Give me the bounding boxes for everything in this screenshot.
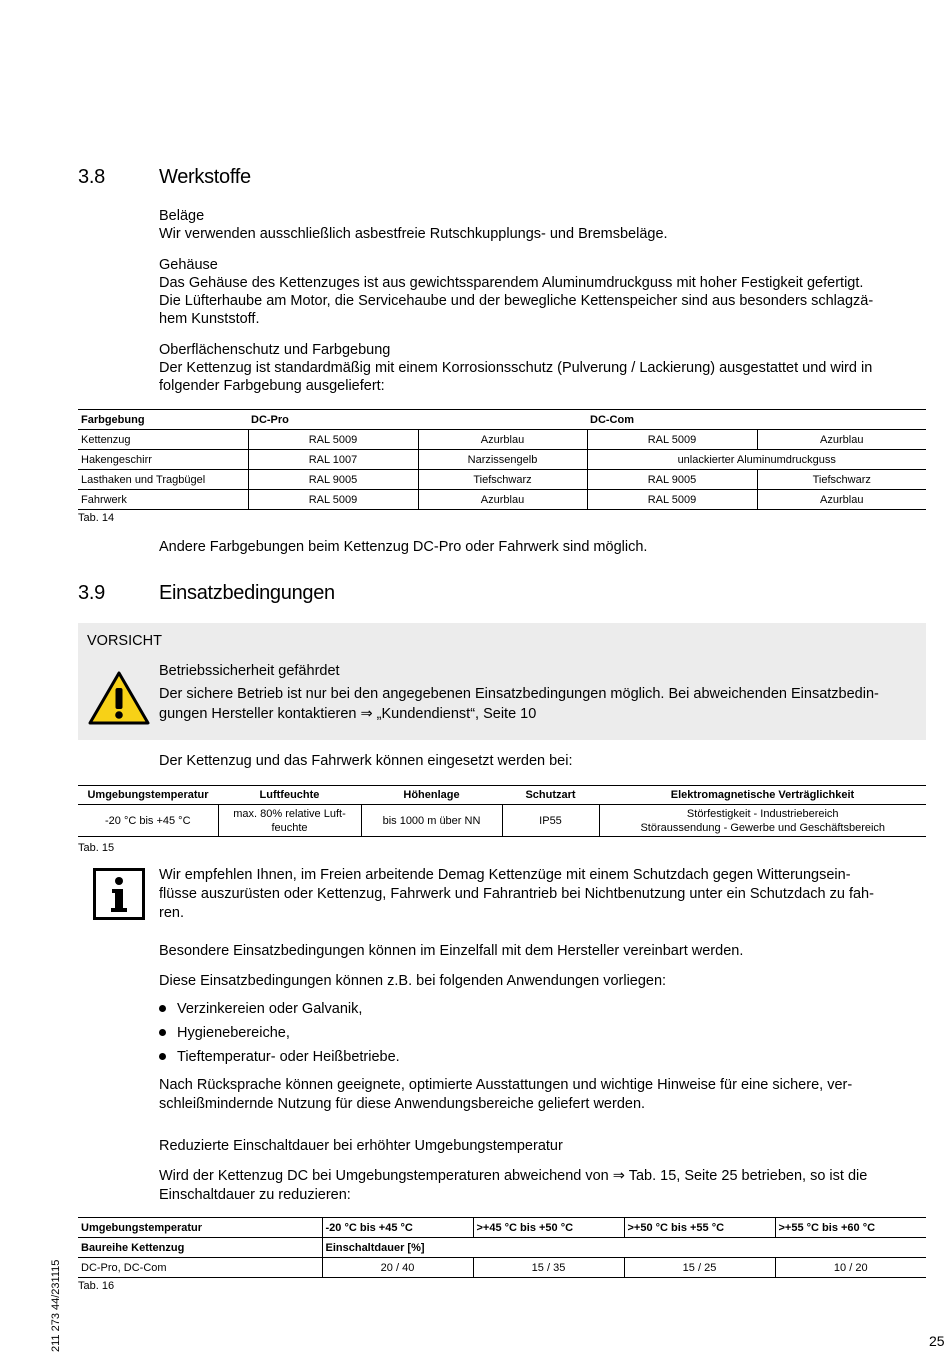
section-number: 3.9: [78, 582, 105, 604]
gehaeuse-line: Das Gehäuse des Kettenzuges ist aus gewichtssparendem Aluminumdruckguss mit hoher Festigkeit gefertigt.: [159, 275, 864, 291]
table-header-cell: >+45 °C bis +50 °C: [473, 1218, 624, 1238]
applications-list: [159, 997, 400, 1069]
warning-heading: Betriebssicherheit gefährdet: [159, 663, 340, 679]
gehaeuse-heading: Gehäuse: [159, 257, 218, 273]
info-line: ren.: [159, 905, 184, 921]
table-cell: Azurblau: [757, 430, 926, 450]
table-header-cell: Elektromagnetische Verträglichkeit: [599, 786, 926, 805]
table-cell: RAL 9005: [248, 470, 418, 490]
reduced-heading: Reduzierte Einschaltdauer bei erhöhter Umgebungstemperatur: [159, 1138, 563, 1154]
reduced-line: Wird der Kettenzug DC bei Umgebungstemperaturen abweichend von ⇒ Tab. 15, Seite 25 betrieben, so ist die: [159, 1168, 868, 1184]
special-text: Besondere Einsatzbedingungen können im Einzelfall mit dem Hersteller vereinbart werden.: [159, 943, 744, 959]
table-cell: 15 / 35: [473, 1258, 624, 1278]
table-cell: Azurblau: [757, 490, 926, 510]
table-cell: bis 1000 m über NN: [361, 805, 502, 837]
table-header-cell: DC-Com: [587, 410, 926, 430]
table-cell: DC-Pro, DC-Com: [78, 1258, 322, 1278]
list-item-text: Tieftemperatur- oder Heißbetriebe.: [177, 1049, 400, 1065]
table-cell: unlackierter Aluminumdruckguss: [587, 450, 926, 470]
section-title: Einsatzbedingungen: [159, 582, 335, 604]
table-cell: Lasthaken und Tragbügel: [78, 470, 248, 490]
table-header-row: [78, 786, 926, 805]
table-cell: IP55: [502, 805, 599, 837]
reduced-line: Einschaltdauer zu reduzieren:: [159, 1187, 351, 1203]
list-item: [159, 997, 400, 1021]
table-row: [78, 430, 926, 450]
table-row: [78, 450, 926, 470]
bullet-icon: [159, 1053, 166, 1060]
consult-line: schleißmindernde Nutzung für diese Anwendungsbereiche geliefert werden.: [159, 1096, 646, 1112]
table-row: [78, 490, 926, 510]
table-15: [78, 785, 926, 837]
table-row: [78, 1258, 926, 1278]
section-title: Werkstoffe: [159, 166, 251, 188]
table-caption: Tab. 16: [78, 1280, 115, 1292]
info-text: [159, 866, 929, 923]
table-cell: RAL 5009: [248, 430, 418, 450]
table-cell: RAL 1007: [248, 450, 418, 470]
applications-intro: Diese Einsatzbedingungen können z.B. bei folgenden Anwendungen vorliegen:: [159, 973, 667, 989]
table-cell: Azurblau: [418, 490, 587, 510]
bullet-icon: [159, 1029, 166, 1036]
table-cell: RAL 5009: [248, 490, 418, 510]
table-cell: Kettenzug: [78, 430, 248, 450]
table-header-cell: DC-Pro: [248, 410, 587, 430]
table-16: [78, 1217, 926, 1278]
info-line: Wir empfehlen Ihnen, im Freien arbeitende Demag Kettenzüge mit einem Schutzdach gegen Witterungsein-: [159, 867, 851, 883]
cell-line: feuchte: [271, 821, 308, 834]
table-row: [78, 805, 926, 837]
warning-line: gungen Hersteller kontaktieren ⇒ „Kundendienst“, Seite 10: [159, 706, 537, 722]
table-cell: [599, 805, 926, 837]
list-item-text: Verzinkereien oder Galvanik,: [177, 1001, 363, 1017]
after-table-text: Andere Farbgebungen beim Kettenzug DC-Pro oder Fahrwerk sind möglich.: [159, 539, 648, 555]
bullet-icon: [159, 1005, 166, 1012]
table-cell: Fahrwerk: [78, 490, 248, 510]
reduced-text: [159, 1167, 929, 1205]
list-item-text: Hygienebereiche,: [177, 1025, 290, 1041]
oberflaeche-line: Der Kettenzug ist standardmäßig mit einem Korrosionsschutz (Pulverung / Lackierung) ausgestattet und wird in: [159, 360, 873, 376]
table-header-cell: Umgebungstemperatur: [78, 1218, 322, 1238]
table-header-cell: Farbgebung: [78, 410, 248, 430]
table-cell: Narzissengelb: [418, 450, 587, 470]
table-row: [78, 470, 926, 490]
cell-line: Störfestigkeit - Industriebereich: [686, 807, 839, 820]
table-header-cell: Einschaltdauer [%]: [322, 1238, 926, 1258]
table-cell: RAL 9005: [587, 470, 757, 490]
table-header-row: [78, 1238, 926, 1258]
section-38-body: [159, 207, 929, 395]
list-item: [159, 1045, 400, 1069]
table-header-cell: Umgebungstemperatur: [78, 786, 218, 805]
table-cell: 20 / 40: [322, 1258, 473, 1278]
table-cell: 10 / 20: [775, 1258, 926, 1278]
document-code: 211 273 44/231115: [50, 1259, 62, 1352]
table-14: [78, 409, 926, 510]
table-cell: Tiefschwarz: [418, 470, 587, 490]
table-header-cell: >+50 °C bis +55 °C: [624, 1218, 775, 1238]
info-icon: [93, 868, 145, 925]
belaege-text: Wir verwenden ausschließlich asbestfreie Rutschkupplungs- und Bremsbeläge.: [159, 226, 668, 242]
warning-label: VORSICHT: [87, 633, 162, 649]
table-cell: Hakengeschirr: [78, 450, 248, 470]
section-number: 3.8: [78, 166, 105, 188]
table-header-cell: Schutzart: [502, 786, 599, 805]
oberflaeche-line: folgender Farbgebung ausgeliefert:: [159, 378, 385, 394]
table-cell: Azurblau: [418, 430, 587, 450]
gehaeuse-line: hem Kunststoff.: [159, 311, 260, 327]
page-number: 25: [929, 1333, 945, 1349]
warning-box: [78, 623, 926, 740]
table-cell: [218, 805, 361, 837]
table-header-row: [78, 1218, 926, 1238]
table-caption: Tab. 14: [78, 512, 115, 524]
cell-line: Störaussendung - Gewerbe und Geschäftsbereich: [640, 821, 886, 834]
table-header-cell: Höhenlage: [361, 786, 502, 805]
belaege-heading: Beläge: [159, 208, 205, 224]
consult-line: Nach Rücksprache können geeignete, optimierte Ausstattungen und wichtige Hinweise für eine sichere, ver-: [159, 1077, 853, 1093]
intro-text: Der Kettenzug und das Fahrwerk können eingesetzt werden bei:: [159, 753, 573, 769]
cell-line: max. 80% relative Luft-: [233, 807, 346, 820]
gehaeuse-line: Die Lüfterhaube am Motor, die Servicehaube und der bewegliche Kettenspeicher sind aus besonders schlagzä-: [159, 293, 874, 309]
oberflaeche-heading: Oberflächenschutz und Farbgebung: [159, 342, 391, 358]
table-cell: RAL 5009: [587, 490, 757, 510]
table-header-cell: -20 °C bis +45 °C: [322, 1218, 473, 1238]
table-header-cell: Luftfeuchte: [218, 786, 361, 805]
table-cell: 15 / 25: [624, 1258, 775, 1278]
info-line: flüsse auszurüsten oder Kettenzug, Fahrwerk und Fahrantrieb bei Nichtbenutzung unter ein Schutzdach zu fah-: [159, 886, 874, 902]
warning-triangle-icon: [87, 670, 151, 731]
table-header-cell: Baureihe Kettenzug: [78, 1238, 322, 1258]
table-caption: Tab. 15: [78, 842, 115, 854]
table-cell: -20 °C bis +45 °C: [78, 805, 218, 837]
table-header-cell: >+55 °C bis +60 °C: [775, 1218, 926, 1238]
table-header-row: [78, 410, 926, 430]
table-cell: Tiefschwarz: [757, 470, 926, 490]
consult-text: [159, 1076, 929, 1114]
warning-line: Der sichere Betrieb ist nur bei den angegebenen Einsatzbedingungen möglich. Bei abweichenden Einsatzbedin-: [159, 686, 879, 702]
list-item: [159, 1021, 400, 1045]
table-cell: RAL 5009: [587, 430, 757, 450]
